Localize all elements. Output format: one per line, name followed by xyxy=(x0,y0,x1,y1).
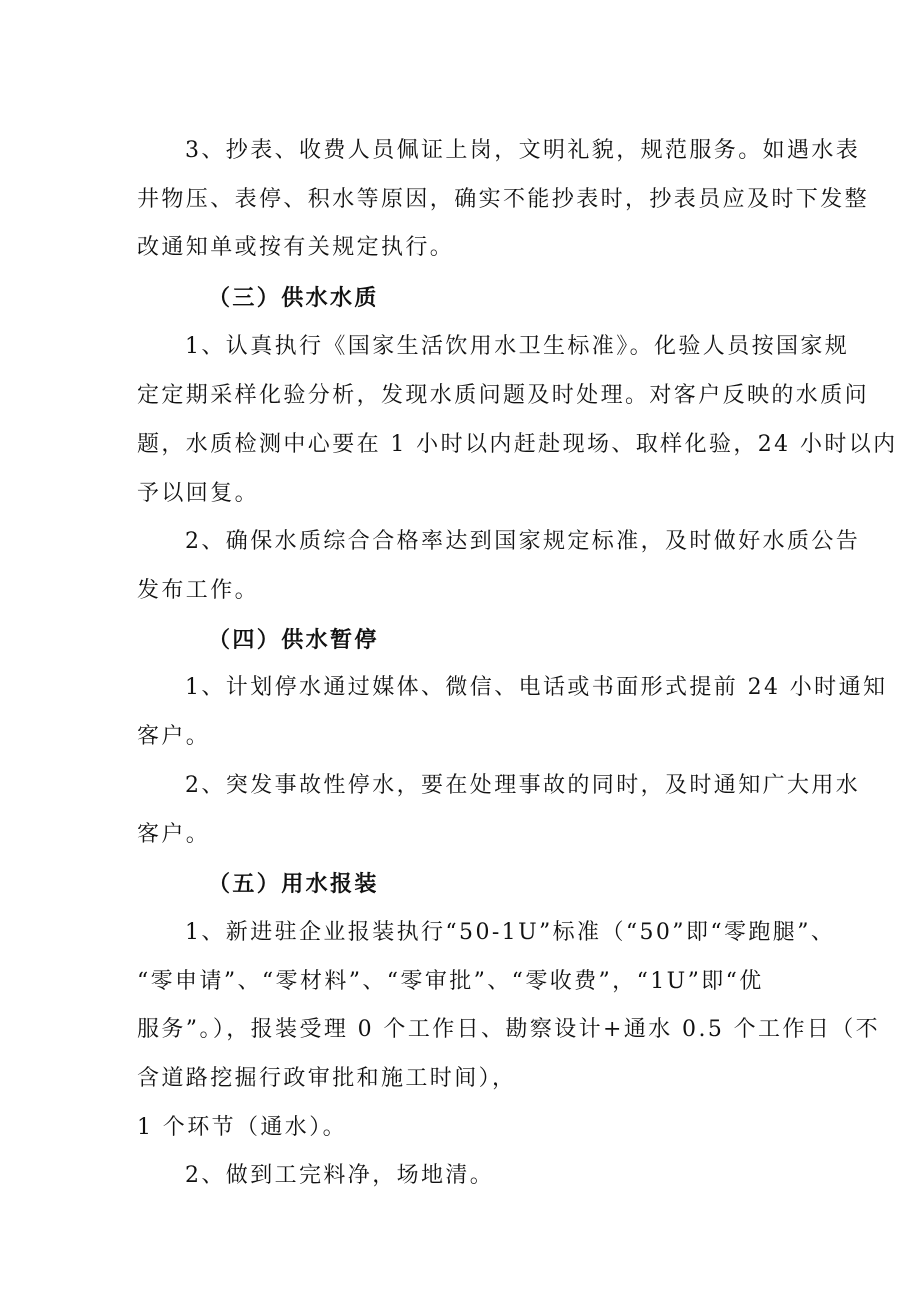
paragraph-line: “零申请”、“零材料”、“零审批”、“零收费”，“1U”即“优 xyxy=(137,969,764,994)
paragraph-line: 1、计划停水通过媒体、微信、电话或书面形式提前 24 小时通知 xyxy=(185,675,888,700)
paragraph-line: 3、抄表、收费人员佩证上岗，文明礼貌，规范服务。如遇水表 xyxy=(185,138,861,163)
paragraph-line: 客户。 xyxy=(137,822,211,847)
paragraph-line: 予以回复。 xyxy=(137,481,260,506)
section-heading: （五）用水报装 xyxy=(208,871,379,897)
paragraph-line: 题，水质检测中心要在 1 小时以内赶赴现场、取样化验，24 小时以内 xyxy=(137,432,898,457)
paragraph-line: 1、认真执行《国家生活饮用水卫生标准》。化验人员按国家规 xyxy=(185,334,850,359)
paragraph-line: 定定期采样化验分析，发现水质问题及时处理。对客户反映的水质问 xyxy=(137,383,870,408)
paragraph-line: 井物压、表停、积水等原因，确实不能抄表时，抄表员应及时下发整 xyxy=(137,187,870,212)
paragraph-line: 服务”。），报装受理 0 个工作日、勘察设计+通水 0.5 个工作日（不 xyxy=(137,1017,881,1042)
section-heading: （三）供水水质 xyxy=(208,285,379,311)
paragraph-line: 1 个环节（通水）。 xyxy=(137,1115,347,1140)
paragraph-line: 发布工作。 xyxy=(137,578,260,603)
paragraph-line: 1、新进驻企业报装执行“50-1U”标准（“50”即“零跑腿”、 xyxy=(185,920,836,945)
paragraph-line: 客户。 xyxy=(137,724,211,749)
paragraph-line: 2、确保水质综合合格率达到国家规定标准，及时做好水质公告 xyxy=(185,529,861,554)
paragraph-line: 含道路挖掘行政审批和施工时间）， xyxy=(137,1066,517,1091)
paragraph-line: 2、做到工完料净，场地清。 xyxy=(185,1163,495,1188)
paragraph-line: 2、突发事故性停水，要在处理事故的同时，及时通知广大用水 xyxy=(185,773,861,798)
section-heading: （四）供水暂停 xyxy=(208,627,379,653)
paragraph-line: 改通知单或按有关规定执行。 xyxy=(137,235,455,260)
